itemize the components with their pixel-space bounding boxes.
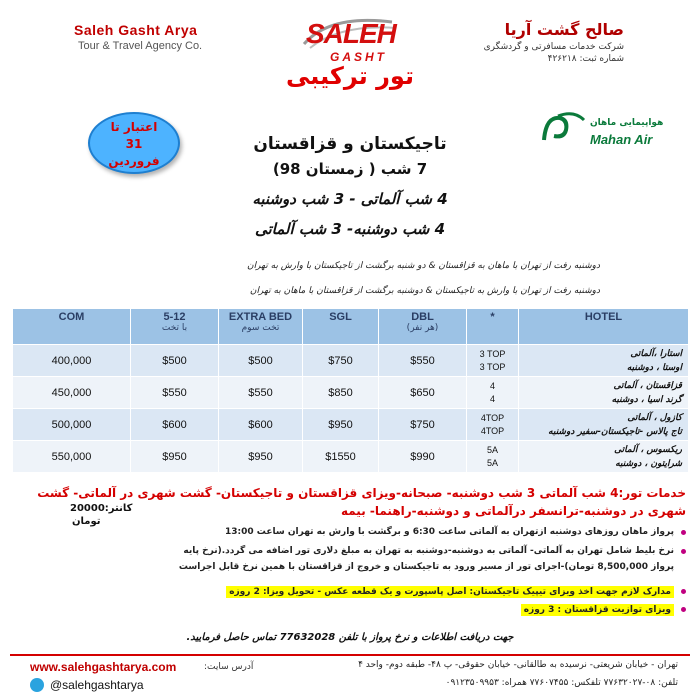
company-logo [300,14,400,66]
bullet-icon [681,549,686,554]
destination-season: 7 شب ( زمستان 98) [272,160,428,178]
note-transit-visa: ویزای توازیت قزاقستان : 3 روزه [521,604,674,616]
website-label: آدرس سایت: [204,662,254,672]
cell-extra: $600 [219,409,303,441]
cell-dbl: $750 [379,409,467,441]
cell-star: 4TOP 4TOP [467,409,519,441]
header-com: COM [13,309,131,345]
header-extra-bed: EXTRA BED تخت سوم [219,309,303,345]
cell-star: 3 TOP 3 TOP [467,345,519,377]
note-ticket-price: نرخ بلیط شامل تهران به آلماتی- آلماتی به دوشنبه-دوشنبه به تهران به مبلغ دلاری تور اضافه می گردد.(نرخ پایه [183,546,674,556]
cell-com: 400,000 [13,345,131,377]
social-handle[interactable]: @salehgashtarya [50,678,144,692]
cell-com: 450,000 [13,377,131,409]
validity-line-3: فروردین [108,154,160,168]
bullet-icon [681,530,686,535]
brand-registration: شماره ثبت: ۴۲۶۲۱۸ [547,54,624,64]
cell-com: 500,000 [13,409,131,441]
cell-dbl: $650 [379,377,467,409]
airline-name-en: Mahan Air [590,132,653,147]
cell-dbl: $550 [379,345,467,377]
footer-divider [10,654,690,656]
cell-child: $950 [131,441,219,473]
cell-hotel: ریکسوس ، آلماتی شرایتون ، دوشنبه [519,441,689,473]
header-star: * [467,309,519,345]
logo-wordmark: SALEH [306,18,396,49]
bullet-icon [681,589,686,594]
validity-line-2: 31 [125,137,143,151]
table-row [13,377,689,409]
cell-extra: $500 [219,345,303,377]
cell-child: $500 [131,345,219,377]
logo-sub-wordmark: GASHT [330,50,387,64]
cell-dbl: $990 [379,441,467,473]
brand-name-en: Saleh Gasht Arya [74,22,198,38]
note-visa-documents: مدارک لازم جهت اخذ ویزای تیپیک تاجیکستان: اصل پاسپورت و یک قطعه عکس - تحویل ویزا: 2 روزه [226,586,674,598]
cell-child: $550 [131,377,219,409]
flight-schedule-2: دوشنبه رفت از تهران با وارش به تاجیکستان & دوشنبه برگشت از قزاقستان با ماهان به تهران [249,286,600,296]
route-option-1: 4 شب آلماتی - 3 شب دوشنبه [252,190,448,208]
cell-extra: $550 [219,377,303,409]
price-table [12,308,689,473]
route-option-2: 4 شب دوشنبه- 3 شب آلماتی [254,220,446,238]
office-address: تهران - خیابان شریعتی- نرسیده به طالقانی- خیابان حقوقی- پ ۴۸- طبقه دوم- واحد ۴ [358,660,678,670]
page-title: تور ترکیبی [285,62,414,90]
tour-services: خدمات تور:4 شب آلماتی 3 شب دوشنبه- صبحانه-ویزای قزاقستان و تاجیکستان- گشت شهری در آلماتی- گشت شهری در دوشنبه-ترانسفر درآلماتی و دوشنبه-راهنما- بیمه [37,486,686,518]
counter-fee: کانتر:20000 [70,503,133,514]
contact-line: جهت دریافت اطلاعات و نرخ پرواز با تلفن 77632028 تماس حاصل فرمایید. [186,632,514,643]
cell-child: $600 [131,409,219,441]
note-ticket-price-cont: پرواز 8,500,000 تومان)-اجرای تور از مسیر ورود به تاجیکستان و خروج از قزاقستان با همین نرخ قابل اجراست [178,562,674,572]
counter-fee-unit: تومان [72,516,101,527]
bullet-icon [681,607,686,612]
website-link[interactable]: www.salehgashtarya.com [30,660,177,674]
brand-name-fa: صالح گشت آریا [504,20,624,39]
header-dbl: DBL (هر نفر) [379,309,467,345]
cell-hotel: استارا ،آلماتی اوستا ، دوشنبه [519,345,689,377]
table-header-row [13,309,689,345]
header-sgl: SGL [303,309,379,345]
brand-subtitle-fa: شرکت خدمات مسافرتی و گردشگری [483,42,624,52]
cell-hotel: قزاقستان ، آلماتی گرند اسیا ، دوشنبه [519,377,689,409]
table-row [13,441,689,473]
cell-sgl: $750 [303,345,379,377]
header-hotel: HOTEL [519,309,689,345]
cell-com: 550,000 [13,441,131,473]
cell-sgl: $850 [303,377,379,409]
cell-extra: $950 [219,441,303,473]
phone-numbers: تلفن: ۰۸-۷۷۶۳۲۰۲۷ تلفکس: ۷۷۶۰۷۴۵۵ همراه: ۰۹۱۲۳۵۰۹۹۵۳ [445,678,678,688]
cell-star: 5A 5A [467,441,519,473]
cell-sgl: $950 [303,409,379,441]
note-flight-times: پرواز ماهان روزهای دوشنبه ازتهران به آلماتی ساعت 6:30 و برگشت با وارش به تهران ساعت 13:00 [225,527,674,537]
telegram-icon [30,678,44,692]
cell-star: 4 4 [467,377,519,409]
table-row [13,345,689,377]
validity-line-1: اعتبار تا [110,120,158,134]
airline-name-fa: هواپیمایی ماهان [590,118,664,128]
header-child: 5-12 با تخت [131,309,219,345]
table-row [13,409,689,441]
cell-hotel: کازول ، آلماتی تاج پالاس -تاجیکستان-سفیر دوشنبه [519,409,689,441]
cell-sgl: $1550 [303,441,379,473]
flight-schedule-1: دوشنبه رفت از تهران با ماهان به قزاقستان & دو شنبه برگشت از تاجیکستان با وارش به تهران [247,261,600,271]
brand-subtitle-en: Tour & Travel Agency Co. [78,40,203,52]
destination-title: تاجیکستان و قزاقستان [253,134,447,154]
